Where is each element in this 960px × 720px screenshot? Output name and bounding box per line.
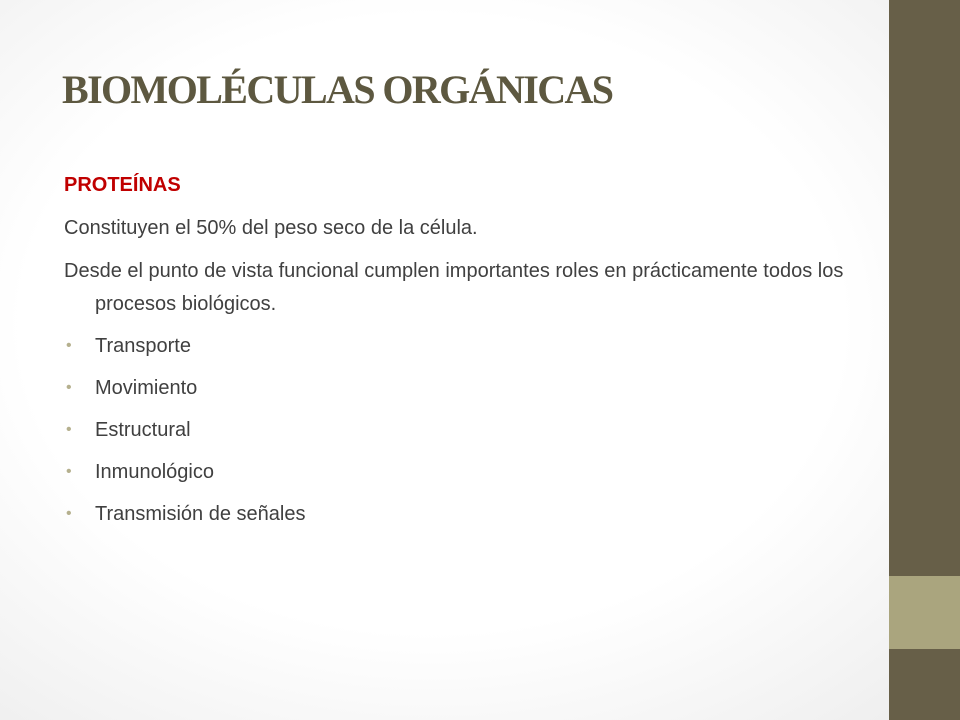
list-item (64, 499, 864, 541)
list-item-label: Transmisión de señales (95, 503, 306, 525)
bullet-icon: • (66, 379, 72, 396)
list-item (64, 331, 864, 373)
bullet-icon: • (66, 421, 72, 438)
bullet-icon: • (66, 505, 72, 522)
bullet-list (64, 331, 864, 541)
slide-content (64, 172, 864, 541)
paragraph-dry-weight: Constituyen el 50% del peso seco de la célula. (64, 217, 478, 239)
list-item (64, 457, 864, 499)
list-item-label: Transporte (95, 335, 191, 357)
bullet-icon: • (66, 463, 72, 480)
bullet-icon: • (66, 337, 72, 354)
slide-title: BIOMOLÉCULAS ORGÁNICAS (62, 67, 613, 112)
list-item-label: Inmunológico (95, 461, 214, 483)
decorative-sidebar-band (889, 576, 960, 649)
paragraph-functional-roles: Desde el punto de vista funcional cumplen importantes roles en prácticamente todos los procesos biológicos. (64, 260, 844, 315)
list-item-label: Estructural (95, 419, 191, 441)
decorative-sidebar (889, 0, 960, 720)
list-item (64, 373, 864, 415)
section-heading: PROTEÍNAS (64, 174, 181, 196)
list-item (64, 415, 864, 457)
list-item-label: Movimiento (95, 377, 198, 399)
